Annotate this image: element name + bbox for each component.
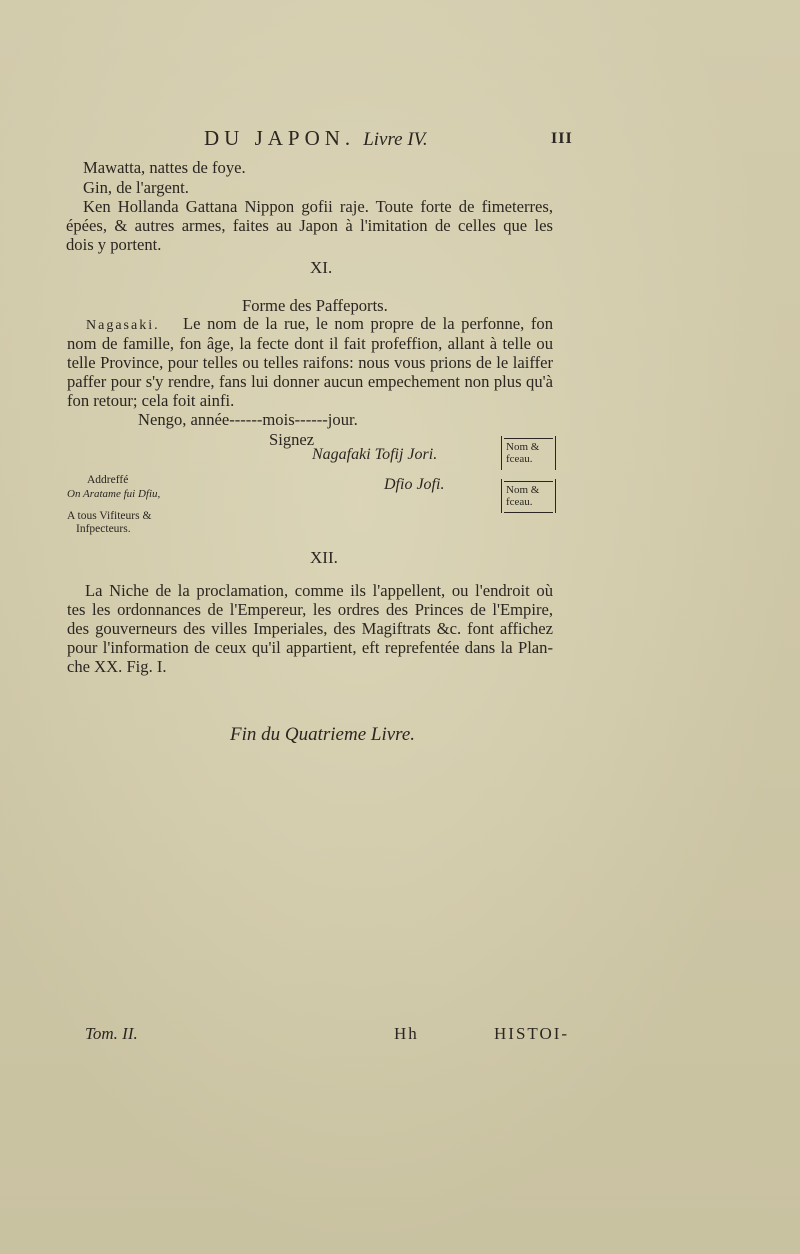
recipients-line: Infpecteurs.: [76, 523, 131, 535]
running-head: [204, 126, 428, 151]
text-line: des gouverneurs des villes Imperiales, des Magiftrats &c. font affichez: [67, 619, 553, 638]
volume-number: Tom. II.: [85, 1024, 138, 1043]
seal-box: [501, 479, 556, 513]
signature-officer: Dfio Jofi.: [384, 476, 445, 493]
seal-rule: [504, 481, 553, 482]
signez-label: Signez: [269, 430, 315, 449]
text-line: Le nom de la rue, le nom propre de la perfonne, fon: [183, 314, 553, 333]
running-title: DU JAPON.: [204, 126, 356, 150]
seal-rule: [504, 512, 553, 513]
address-name: On Aratame fui Dfiu,: [67, 488, 161, 500]
signature-mark: Hh: [394, 1024, 419, 1043]
text-line: telle Province, pour telles ou telles raifons: nous vous prions de le laiffer: [67, 353, 553, 372]
text-line: épées, & autres armes, faites au Japon à l'imitation de celles que les: [66, 216, 553, 235]
text-line: Ken Hollanda Gattana Nippon gofii raje. Toute forte de fimeterres,: [83, 197, 553, 216]
text-line: Gin, de l'argent.: [83, 178, 189, 197]
text-line: nom de famille, fon âge, la fecte dont il fait profeffion, allant à telle ou: [67, 334, 553, 353]
seal-label: fceau.: [506, 453, 533, 465]
date-line: Nengo, année------mois------jour.: [138, 410, 358, 429]
book-number: Livre IV.: [363, 129, 428, 150]
catchword: HISTOI-: [494, 1024, 570, 1043]
text-line: Mawatta, nattes de foye.: [83, 158, 246, 177]
seal-label: fceau.: [506, 496, 533, 508]
text-line: tes les ordonnances de l'Empereur, les ordres des Princes de l'Empire,: [67, 600, 553, 619]
seal-label: Nom &: [506, 484, 540, 496]
recipients-line: A tous Vifiteurs &: [67, 510, 152, 522]
section-heading: Forme des Paffeports.: [242, 296, 388, 315]
seal-rule: [504, 438, 553, 439]
page-number: III: [551, 130, 573, 147]
section-number: XI.: [310, 258, 333, 277]
text-line: pour l'information de ceux qu'il appartient, eft reprefentée dans la Plan-: [67, 638, 553, 657]
section-number: XII.: [310, 548, 338, 567]
text-line: dois y portent.: [66, 235, 162, 254]
text-line: fon retour; cela foit ainfi.: [67, 391, 235, 410]
closing-line: Fin du Quatrieme Livre.: [230, 724, 416, 745]
seal-label: Nom &: [506, 441, 540, 453]
place-name: Nagasaki.: [86, 318, 160, 333]
text-line: paffer pour s'y rendre, fans lui donner aucun empechement non plus qu'à: [67, 372, 553, 391]
text-line: che XX. Fig. I.: [67, 657, 167, 676]
text-line: La Niche de la proclamation, comme ils l'appellent, ou l'endroit où: [85, 581, 553, 600]
seal-box: [501, 436, 556, 470]
address-label: Addreffé: [87, 474, 129, 486]
signature-governor: Nagafaki Tofij Jori.: [312, 446, 438, 463]
